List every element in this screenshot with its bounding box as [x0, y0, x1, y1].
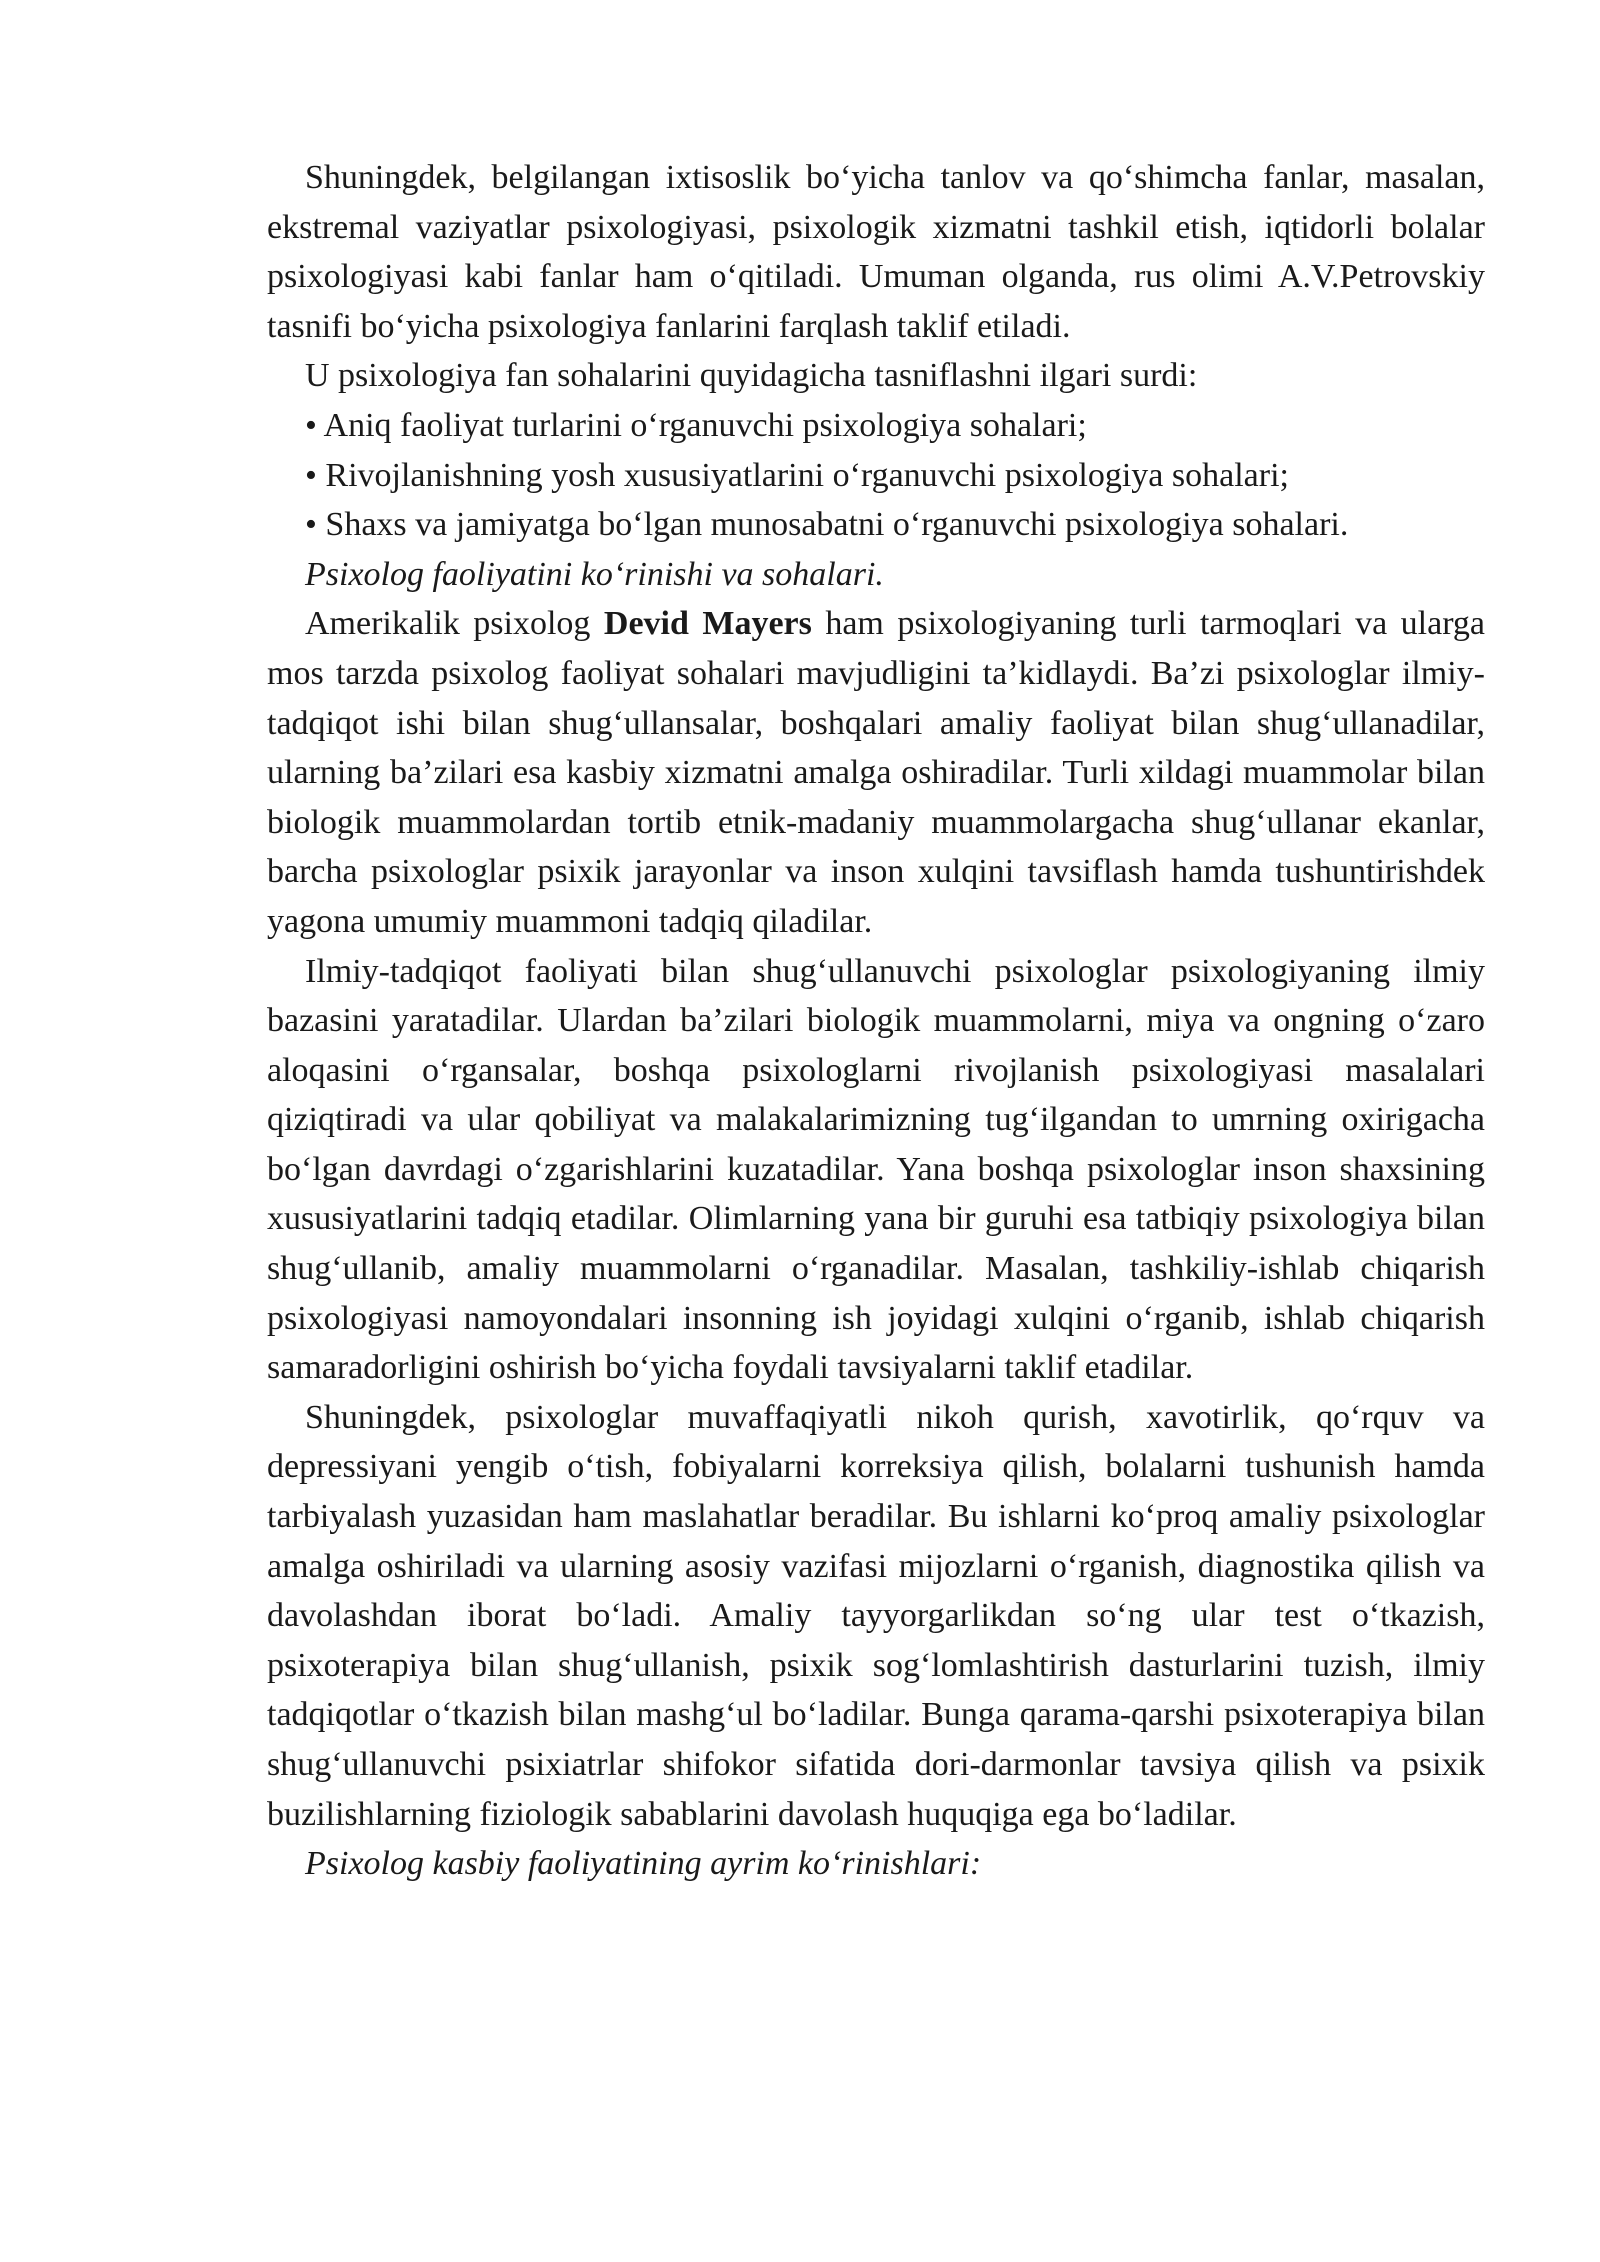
author-name-bold: Devid Mayers: [603, 605, 812, 643]
paragraph-mayers-start: Amerikalik psixolog: [305, 605, 604, 643]
paragraph-mayers-rest: ham psixologiyaning turli tarmoqlari va ularga mos tarzda psixolog faoliyat sohalari mavjudligini ta’kidlaydi. Ba’zi psixologlar ilmiy-tadqiqot ishi bilan shug‘ullansalar, boshqalari amaliy faoliyat bilan shug‘ullanadilar, ularning ba’zilari esa kasbiy xizmatni amalga oshiradilar. Turli xildagi muammolar bilan biologik muammolardan tortib etnik-madaniy muammolargacha shug‘ullanar ekanlar, barcha psixologlar psixik jarayonlar va inson xulqini tavsiflash hamda tushuntirishdek yagona umumiy muammoni tadqiq qiladilar.: [267, 605, 1485, 940]
bullet-item-3: • Shaxs va jamiyatga bo‘lgan munosabatni o‘rganuvchi psixologiya sohalari.: [305, 506, 1349, 544]
paragraph-practical: Shuningdek, psixologlar muvaffaqiyatli nikoh qurish, xavotirlik, qo‘rquv va depressiyani yengib o‘tish, fobiyalarni korreksiya qilish, bolalarni tushunish hamda tarbiyalash yuzasidan ham maslahatlar beradilar. Bu ishlarni ko‘proq amaliy psixologlar amalga oshiriladi va ularning asosiy vazifasi mijozlarni o‘rganish, diagnostika qilish va davolashdan iborat bo‘ladi. Amaliy tayyorgarlikdan so‘ng ular test o‘tkazish, psixoterapiya bilan shug‘ullanish, psixik sog‘lomlashtirish dasturlarini tuzish, ilmiy tadqiqotlar o‘tkazish bilan mashg‘ul bo‘ladilar. Bunga qarama-qarshi psixoterapiya bilan shug‘ullanuvchi psixiatrlar shifokor sifatida dori-darmonlar tavsiya qilish va psixik buzilishlarning fiziologik sabablarini davolash huquqiga ega bo‘ladilar.: [267, 1398, 1485, 1833]
paragraph-research: Ilmiy-tadqiqot faoliyati bilan shug‘ullanuvchi psixologlar psixologiyaning ilmiy bazasini yaratadilar. Ulardan ba’zilari biologik muammolarni, miya va ongning o‘zaro aloqasini o‘rgansalar, boshqa psixologlarni rivojlanish psixologiyasi masalalari qiziqtiradi va ular qobiliyat va malakalarimizning tug‘ilgandan to umrning oxirigacha bo‘lgan davrdagi o‘zgarishlarini kuzatadilar. Yana boshqa psixologlar inson shaxsining xususiyatlarini tadqiq etadilar. Olimlarning yana bir guruhi esa tatbiqiy psixologiya bilan shug‘ullanib, amaliy muammolarni o‘rganadilar. Masalan, tashkiliy-ishlab chiqarish psixologiyasi namoyondalari insonning ish joyidagi xulqini o‘rganib, ishlab chiqarish samaradorligini oshirish bo‘yicha foydali tavsiyalarni taklif etadilar.: [267, 952, 1485, 1387]
paragraph-classification-lead: U psixologiya fan sohalarini quyidagicha tasniflashni ilgari surdi:: [305, 357, 1198, 395]
document-page: [267, 153, 1485, 1889]
paragraph-intro: Shuningdek, belgilangan ixtisoslik bo‘yicha tanlov va qo‘shimcha fanlar, masalan, ekstremal vaziyatlar psixologiyasi, psixologik xizmatni tashkil etish, iqtidorli bolalar psixologiyasi kabi fanlar ham o‘qitiladi. Umuman olganda, rus olimi A.V.Petrovskiy tasnifi bo‘yicha psixologiya fanlarini farqlash taklif etiladi.: [267, 159, 1485, 345]
bullet-item-2: • Rivojlanishning yosh xususiyatlarini o‘rganuvchi psixologiya sohalari;: [305, 456, 1289, 494]
bullet-item-1: • Aniq faoliyat turlarini o‘rganuvchi psixologiya sohalari;: [305, 406, 1087, 444]
section-heading-activity: Psixolog faoliyatini ko‘rinishi va sohalari.: [305, 555, 884, 593]
paragraph-mayers: [267, 599, 1485, 946]
section-heading-professional: Psixolog kasbiy faoliyatining ayrim ko‘rinishlari:: [305, 1845, 982, 1883]
